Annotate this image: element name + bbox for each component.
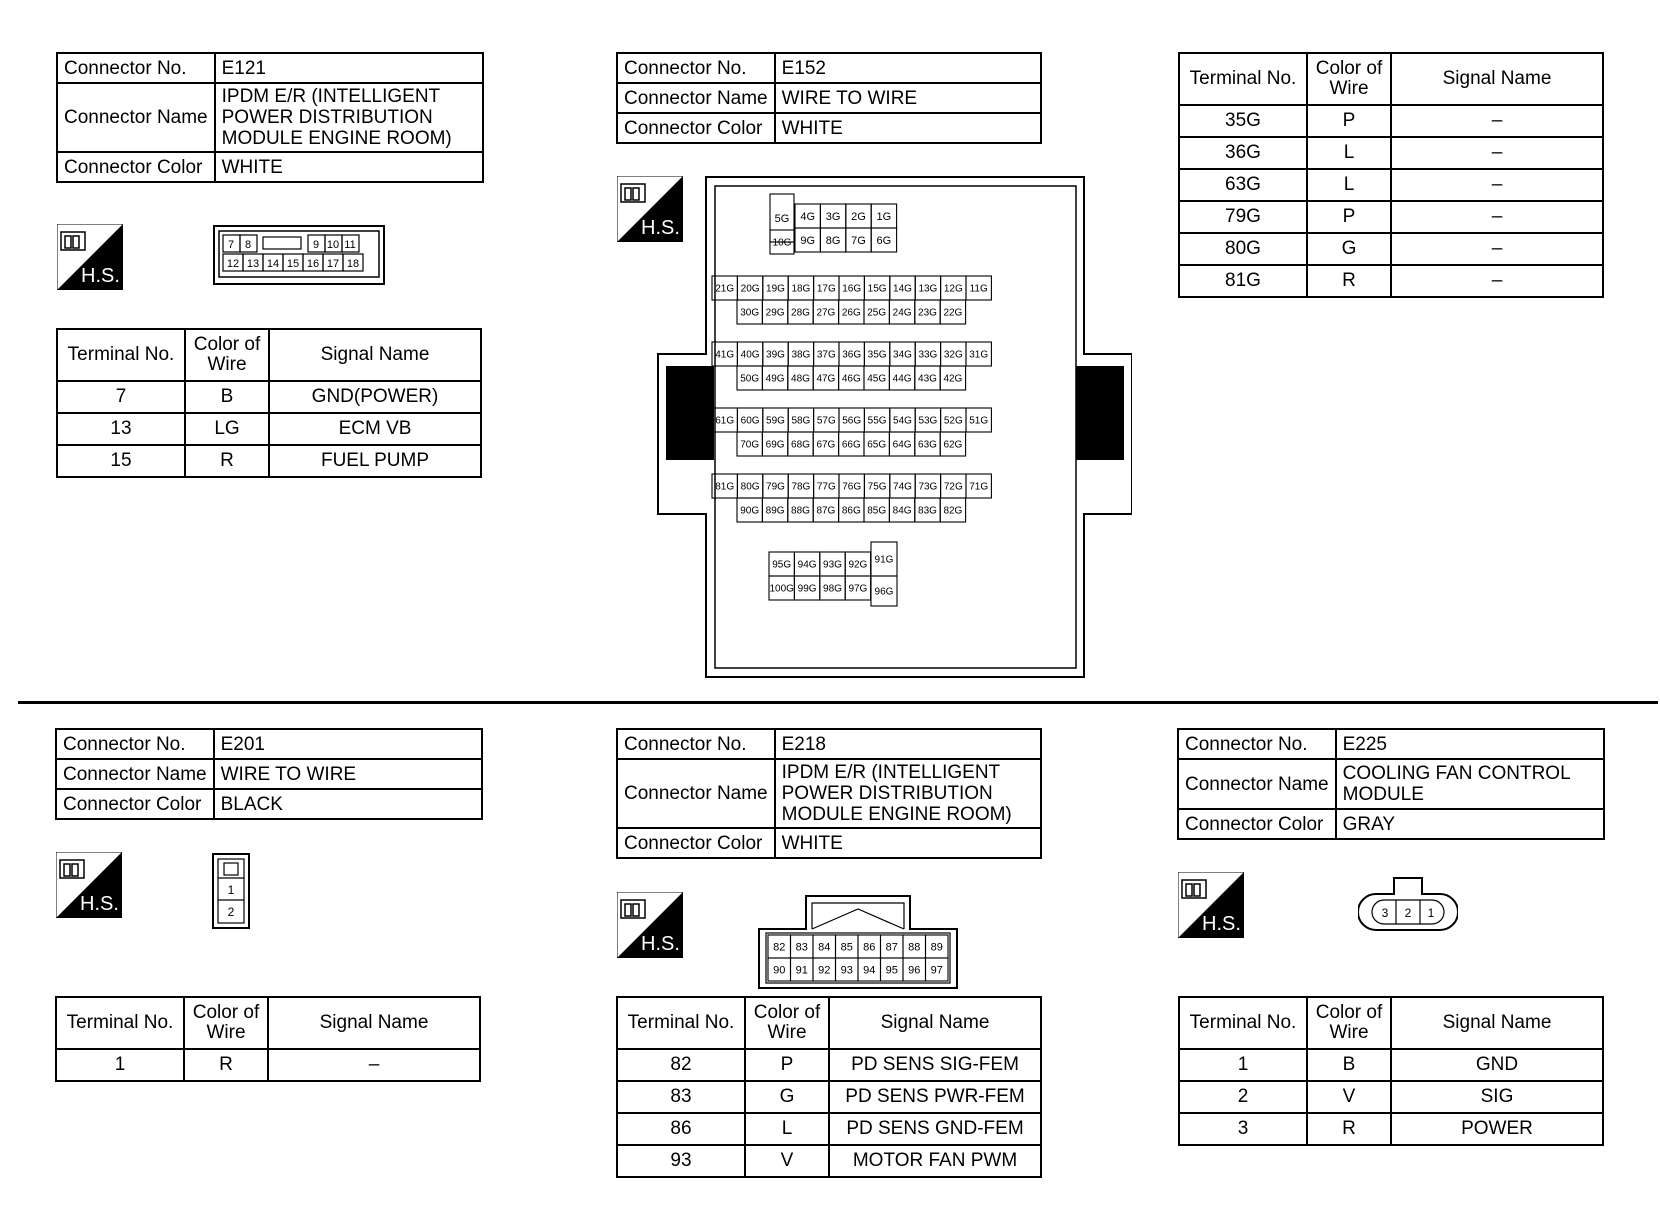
connector-no-value: E121 bbox=[215, 53, 483, 83]
cavity-label: 74G bbox=[893, 481, 912, 493]
connector-no-value: E201 bbox=[214, 729, 482, 759]
cavity-label: 92 bbox=[818, 964, 831, 977]
cavity-label: 49G bbox=[765, 373, 785, 385]
cavity-label: 13G bbox=[918, 283, 938, 295]
cavity-label: 71G bbox=[969, 481, 989, 493]
cavity-label: 35G bbox=[867, 349, 887, 361]
cavity-label: 70G bbox=[740, 439, 760, 451]
connector-no-label: Connector No. bbox=[57, 53, 215, 83]
e152-connector-face bbox=[652, 176, 1132, 678]
cavity-label: 44G bbox=[892, 373, 912, 385]
e201-terminal-table bbox=[55, 996, 481, 1082]
signal-name-header: Signal Name bbox=[269, 329, 481, 381]
cavity-label: 100G bbox=[769, 583, 794, 595]
cavity-label: 96G bbox=[874, 586, 894, 598]
table-row: 86 L PD SENS GND-FEM bbox=[617, 1113, 1041, 1145]
cavity-label: 26G bbox=[841, 307, 861, 319]
wire-color-header: Color of Wire bbox=[184, 997, 268, 1049]
cavity-label: 18G bbox=[791, 283, 811, 295]
cavity-label: 89 bbox=[930, 941, 943, 954]
cavity-label: 14G bbox=[893, 283, 912, 295]
table-row: 83 G PD SENS PWR-FEM bbox=[617, 1081, 1041, 1113]
cavity-label: 87 bbox=[885, 941, 898, 954]
e225-connector-face bbox=[1358, 876, 1458, 936]
cavity-10: 10 bbox=[326, 239, 340, 251]
cavity-label: 91G bbox=[874, 554, 894, 566]
signal-name-header: Signal Name bbox=[1391, 53, 1603, 105]
terminal-no-header: Terminal No. bbox=[1179, 997, 1307, 1049]
cavity-1: 1 bbox=[227, 883, 235, 897]
connector-name-value: IPDM E/R (INTELLIGENT POWER DISTRIBUTION MODULE ENGINE ROOM) bbox=[215, 83, 483, 152]
connector-color-label: Connector Color bbox=[617, 828, 775, 858]
cavity-label: 52G bbox=[943, 415, 963, 427]
table-row: 2 V SIG bbox=[1179, 1081, 1603, 1113]
cavity-label: 88G bbox=[791, 505, 810, 517]
cavity-label: 64G bbox=[892, 439, 912, 451]
connector-color-label: Connector Color bbox=[57, 152, 215, 182]
cavity-label: 43G bbox=[918, 373, 937, 385]
connector-color-label: Connector Color bbox=[56, 789, 214, 819]
hs-label: H.S. bbox=[1202, 913, 1241, 935]
cavity-label: 10G bbox=[772, 237, 792, 249]
cavity-label: 11G bbox=[969, 283, 988, 295]
terminal-no-header: Terminal No. bbox=[56, 997, 184, 1049]
harness-side-icon bbox=[56, 852, 122, 918]
harness-side-icon bbox=[1178, 872, 1244, 938]
cavity-label: 86G bbox=[841, 505, 861, 517]
cavity-17: 17 bbox=[326, 258, 340, 270]
connector-no-label: Connector No. bbox=[617, 729, 775, 759]
signal-name-header: Signal Name bbox=[1391, 997, 1603, 1049]
cavity-label: 60G bbox=[740, 415, 760, 427]
e121-terminal-table bbox=[56, 328, 482, 478]
cavity-label: 92G bbox=[848, 559, 868, 571]
cavity-label: 89G bbox=[765, 505, 785, 517]
e121-connector-face bbox=[213, 225, 385, 285]
cavity-label: 82G bbox=[943, 505, 963, 517]
hs-label: H.S. bbox=[80, 893, 119, 915]
harness-side-icon bbox=[617, 892, 683, 958]
e152-terminal-table bbox=[1178, 52, 1604, 298]
cavity-13: 13 bbox=[246, 258, 260, 270]
cavity-label: 68G bbox=[791, 439, 810, 451]
cavity-label: 56G bbox=[842, 415, 862, 427]
table-row: 1 B GND bbox=[1179, 1049, 1603, 1081]
cavity-label: 22G bbox=[943, 307, 963, 319]
table-row: 3 R POWER bbox=[1179, 1113, 1603, 1145]
cavity-8: 8 bbox=[244, 239, 252, 251]
cavity-label: 77G bbox=[816, 481, 836, 493]
connector-name-label: Connector Name bbox=[57, 83, 215, 152]
cavity-label: 63G bbox=[918, 439, 937, 451]
cavity-label: 94G bbox=[797, 559, 817, 571]
cavity-label: 88 bbox=[908, 941, 921, 954]
table-row: 36G L – bbox=[1179, 137, 1603, 169]
cavity-label: 85G bbox=[867, 505, 887, 517]
cavity-18: 18 bbox=[346, 258, 360, 270]
connector-no-label: Connector No. bbox=[1178, 729, 1336, 759]
wire-color-header: Color of Wire bbox=[185, 329, 269, 381]
cavity-label: 90G bbox=[740, 505, 760, 517]
terminal-no-header: Terminal No. bbox=[57, 329, 185, 381]
cavity-label: 21G bbox=[715, 283, 735, 295]
cavity-label: 53G bbox=[918, 415, 938, 427]
cavity-label: 85 bbox=[840, 941, 853, 954]
connector-name-label: Connector Name bbox=[617, 759, 775, 828]
table-row: 13 LG ECM VB bbox=[57, 413, 481, 445]
cavity-label: 93 bbox=[840, 964, 853, 977]
cavity-label: 84 bbox=[818, 941, 831, 954]
cavity-label: 57G bbox=[816, 415, 836, 427]
cavity-label: 69G bbox=[765, 439, 785, 451]
cavity-label: 39G bbox=[766, 349, 785, 361]
cavity-label: 81G bbox=[715, 481, 735, 493]
cavity-1: 1 bbox=[1427, 906, 1435, 920]
cavity-label: 20G bbox=[740, 283, 760, 295]
section-divider bbox=[18, 701, 1658, 704]
cavity-label: 33G bbox=[918, 349, 938, 361]
signal-name-header: Signal Name bbox=[829, 997, 1041, 1049]
cavity-label: 1G bbox=[876, 210, 892, 223]
hs-label: H.S. bbox=[641, 217, 680, 239]
cavity-label: 3G bbox=[825, 210, 841, 223]
cavity-label: 76G bbox=[842, 481, 862, 493]
table-row: 80G G – bbox=[1179, 233, 1603, 265]
connector-color-value: WHITE bbox=[775, 113, 1041, 143]
connector-name-label: Connector Name bbox=[617, 83, 775, 113]
cavity-16: 16 bbox=[306, 258, 320, 270]
cavity-label: 41G bbox=[715, 349, 735, 361]
cavity-label: 28G bbox=[791, 307, 810, 319]
terminal-no-header: Terminal No. bbox=[617, 997, 745, 1049]
cavity-7: 7 bbox=[227, 239, 235, 251]
connector-name-value: WIRE TO WIRE bbox=[775, 83, 1041, 113]
table-row: 7 B GND(POWER) bbox=[57, 381, 481, 413]
cavity-label: 2G bbox=[851, 210, 866, 223]
signal-name-header: Signal Name bbox=[268, 997, 480, 1049]
cavity-9: 9 bbox=[312, 239, 320, 251]
e201-connector-face bbox=[212, 853, 250, 929]
wire-color-header: Color of Wire bbox=[1307, 53, 1391, 105]
cavity-label: 16G bbox=[842, 283, 862, 295]
table-row: 35G P – bbox=[1179, 105, 1603, 137]
table-row: 79G P – bbox=[1179, 201, 1603, 233]
e152-info-table bbox=[616, 52, 1042, 144]
wire-color-header: Color of Wire bbox=[1307, 997, 1391, 1049]
cavity-label: 8G bbox=[825, 234, 841, 247]
hs-label: H.S. bbox=[81, 265, 120, 287]
cavity-11: 11 bbox=[344, 239, 356, 251]
connector-no-value: E152 bbox=[775, 53, 1041, 83]
cavity-label: 32G bbox=[943, 349, 963, 361]
cavity-label: 38G bbox=[791, 349, 811, 361]
connector-name-value: IPDM E/R (INTELLIGENT POWER DISTRIBUTION MODULE ENGINE ROOM) bbox=[775, 759, 1041, 828]
cavity-3: 3 bbox=[1381, 906, 1389, 920]
cavity-label: 9G bbox=[800, 234, 816, 247]
cavity-label: 62G bbox=[943, 439, 963, 451]
cavity-label: 80G bbox=[740, 481, 760, 493]
table-row: 15 R FUEL PUMP bbox=[57, 445, 481, 477]
cavity-label: 58G bbox=[791, 415, 811, 427]
cavity-label: 27G bbox=[816, 307, 836, 319]
cavity-label: 5G bbox=[774, 212, 790, 225]
cavity-label: 46G bbox=[841, 373, 861, 385]
wire-color-header: Color of Wire bbox=[745, 997, 829, 1049]
e225-terminal-table bbox=[1178, 996, 1604, 1146]
cavity-label: 94 bbox=[863, 964, 876, 977]
cavity-label: 93G bbox=[823, 559, 842, 571]
cavity-label: 42G bbox=[943, 373, 963, 385]
cavity-label: 55G bbox=[867, 415, 887, 427]
cavity-label: 54G bbox=[893, 415, 912, 427]
cavity-label: 50G bbox=[740, 373, 760, 385]
cavity-label: 97 bbox=[930, 964, 943, 977]
cavity-label: 40G bbox=[740, 349, 760, 361]
cavity-label: 90 bbox=[773, 964, 786, 977]
e218-terminal-table bbox=[616, 996, 1042, 1178]
cavity-label: 95 bbox=[885, 964, 898, 977]
cavity-label: 96 bbox=[908, 964, 921, 977]
cavity-label: 61G bbox=[715, 415, 735, 427]
cavity-label: 65G bbox=[867, 439, 887, 451]
e218-connector-face bbox=[758, 895, 958, 989]
cavity-label: 25G bbox=[867, 307, 887, 319]
connector-color-value: WHITE bbox=[215, 152, 483, 182]
cavity-label: 66G bbox=[841, 439, 861, 451]
e225-info-table bbox=[1177, 728, 1605, 840]
cavity-label: 15G bbox=[867, 283, 887, 295]
cavity-label: 12G bbox=[943, 283, 963, 295]
cavity-label: 4G bbox=[800, 210, 816, 223]
cavity-12: 12 bbox=[226, 258, 240, 270]
hs-label: H.S. bbox=[641, 933, 680, 955]
cavity-label: 98G bbox=[823, 583, 842, 595]
connector-color-label: Connector Color bbox=[1178, 809, 1336, 839]
connector-name-label: Connector Name bbox=[56, 759, 214, 789]
cavity-label: 7G bbox=[851, 234, 866, 247]
connector-name-value: WIRE TO WIRE bbox=[214, 759, 482, 789]
table-row: 63G L – bbox=[1179, 169, 1603, 201]
cavity-label: 47G bbox=[816, 373, 836, 385]
cavity-label: 87G bbox=[816, 505, 836, 517]
cavity-14: 14 bbox=[266, 258, 280, 270]
cavity-label: 67G bbox=[816, 439, 836, 451]
cavity-label: 99G bbox=[797, 583, 817, 595]
cavity-label: 82 bbox=[773, 941, 786, 954]
cavity-label: 73G bbox=[918, 481, 938, 493]
cavity-label: 83 bbox=[795, 941, 808, 954]
e121-info-table bbox=[56, 52, 484, 183]
harness-side-icon bbox=[57, 224, 123, 290]
connector-color-value: BLACK bbox=[214, 789, 482, 819]
cavity-15: 15 bbox=[286, 258, 300, 270]
connector-no-value: E218 bbox=[775, 729, 1041, 759]
cavity-label: 91 bbox=[795, 964, 808, 977]
connector-name-value: COOLING FAN CONTROL MODULE bbox=[1336, 759, 1604, 809]
connector-color-value: GRAY bbox=[1336, 809, 1604, 839]
e201-info-table bbox=[55, 728, 483, 820]
cavity-2: 2 bbox=[227, 905, 235, 919]
cavity-label: 6G bbox=[876, 234, 892, 247]
cavity-label: 23G bbox=[918, 307, 937, 319]
connector-color-value: WHITE bbox=[775, 828, 1041, 858]
cavity-label: 17G bbox=[816, 283, 836, 295]
cavity-label: 83G bbox=[918, 505, 937, 517]
cavity-label: 72G bbox=[943, 481, 963, 493]
table-row: 82 P PD SENS SIG-FEM bbox=[617, 1049, 1041, 1081]
cavity-label: 45G bbox=[867, 373, 887, 385]
connector-no-label: Connector No. bbox=[617, 53, 775, 83]
cavity-label: 97G bbox=[848, 583, 868, 595]
cavity-label: 51G bbox=[969, 415, 989, 427]
cavity-label: 95G bbox=[772, 559, 792, 571]
cavity-label: 78G bbox=[791, 481, 811, 493]
terminal-no-header: Terminal No. bbox=[1179, 53, 1307, 105]
cavity-label: 59G bbox=[766, 415, 785, 427]
connector-color-label: Connector Color bbox=[617, 113, 775, 143]
connector-name-label: Connector Name bbox=[1178, 759, 1336, 809]
e218-info-table bbox=[616, 728, 1042, 859]
cavity-label: 29G bbox=[765, 307, 785, 319]
cavity-label: 31G bbox=[969, 349, 989, 361]
cavity-2: 2 bbox=[1404, 906, 1412, 920]
cavity-label: 37G bbox=[816, 349, 836, 361]
connector-no-value: E225 bbox=[1336, 729, 1604, 759]
table-row: 1 R – bbox=[56, 1049, 480, 1081]
cavity-label: 19G bbox=[766, 283, 785, 295]
cavity-label: 84G bbox=[892, 505, 912, 517]
cavity-label: 34G bbox=[893, 349, 912, 361]
cavity-label: 36G bbox=[842, 349, 862, 361]
cavity-label: 79G bbox=[766, 481, 785, 493]
cavity-label: 86 bbox=[863, 941, 876, 954]
connector-no-label: Connector No. bbox=[56, 729, 214, 759]
cavity-label: 24G bbox=[892, 307, 912, 319]
table-row: 81G R – bbox=[1179, 265, 1603, 297]
cavity-label: 48G bbox=[791, 373, 810, 385]
cavity-label: 30G bbox=[740, 307, 760, 319]
table-row: 93 V MOTOR FAN PWM bbox=[617, 1145, 1041, 1177]
cavity-label: 75G bbox=[867, 481, 887, 493]
